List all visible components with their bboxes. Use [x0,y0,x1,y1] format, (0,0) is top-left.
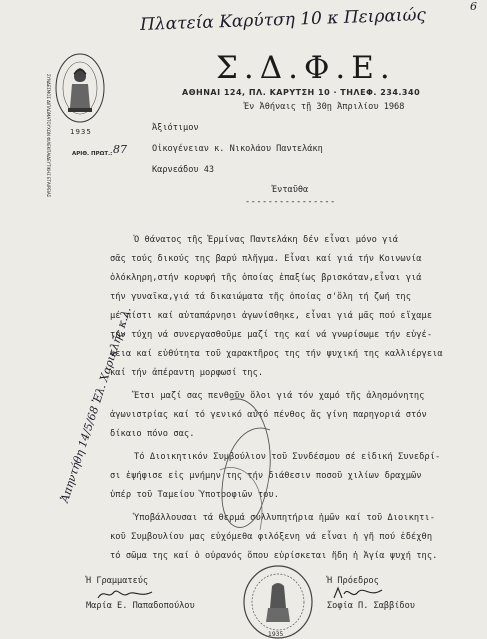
body-line: ὑπέρ τοῦ Ταμείου Ὑποτροφιῶν του. [110,490,279,500]
secretary-signature [96,586,156,602]
body-line: δίκαιο πόνο σας. [110,429,195,439]
organization-title: Σ.Δ.Φ.Ε. [216,50,396,86]
secretary-name: Μαρία Ε. Παπαδοπούλου [86,601,195,611]
stamp-seal-icon [238,560,318,639]
recipient-street: Καρνεάδου 43 [152,165,215,175]
secretary-role: Ἡ Γραμματεύς [86,576,149,586]
body-line: Ὑποβάλλουσαι τά θερμά συλλυπητήρια ἡμῶν καί τοῦ Διοικητι- [134,513,435,523]
pencil-scribble [200,390,290,540]
stamp-year: 1935 [268,631,284,638]
body-line: κοῦ Συμβουλίου μας εὐχόμεθα φιλόξενη νά εἶναι ἡ γῆ πού ἐδέχθη [110,532,433,542]
handwritten-address: Πλατεία Καρύτση 10 κ Πειραιώς [139,5,427,35]
recipient-salutation: Ἀξιότιμον [152,123,199,133]
body-line: σᾶς τούς δικούς της βαρύ πλῆγμα. Εἶναι καί γιά τήν Κοινωνία [110,254,422,264]
handwritten-corner-number: 6 [470,0,477,13]
official-stamp [238,560,318,639]
president-name: Σοφία Π. Σαββίδου [327,601,415,611]
body-line: Τό Διοικητικόν Συμβούλιον τοῦ Συνδέσμου σέ εἰδική Συνεδρί- [134,452,441,462]
organization-address: ΑΘΗΝΑΙ 124, ΠΛ. ΚΑΡΥΤΣΗ 10 · ΤΗΛΕΦ. 234.340 [182,88,421,97]
body-line: ἀγωνιστρίας καί τό γενικό αὐτό πένθος ἄς γίνη παρηγοριά στόν [110,410,427,420]
body-line: ὁλόκληρη,στήν κορυφή τῆς ὁποίας ἐπαξίως βρισκόταν,εἶναι γιά [110,273,422,283]
body-line: καί τήν ἀπέραντη μορφωσί της. [110,368,264,378]
seal-text: ΣΥΝΔΕΣΜΟΣ ΔΙΠΛΩΜΑΤΟΥΧΩΝ ΦΙΛΕΚΠΑΙΔΕΥΤΙΚΗΣ ΕΤΑΙΡΕΙΑΣ [46,74,51,198]
protocol-label: ΑΡΙΘ. ΠΡΩΤ.: [72,151,113,157]
seal-year: 1935 [70,128,92,136]
seal-figure-icon [52,50,108,140]
body-line: τό σῶμα της καί ὁ οὐρανός ὅπου εὑρίσκεται ἤδη ἡ Ἁγία ψυχή της. [110,551,438,561]
body-line: μέ πίστι καί αὐταπάρνησι ἀγωνίσθηκε, εἶναι γιά μᾶς πού εἴχαμε [110,311,433,321]
president-role: Ἡ Πρόεδρος [327,576,379,586]
body-line: Ὁ θάνατος τῆς Ἑρμίνας Παντελάκη δέν εἶναι μόνο γιά [134,235,399,245]
recipient-city-underline: ---------------- [245,197,336,207]
protocol-number: 87 [113,143,127,156]
body-line: Ἔτσι μαζί σας πενθοῦν ὅλοι γιά τόν χαμό τῆς ἀλησμόνητης [134,391,425,401]
recipient-name: Οἰκογένειαν κ. Νικολάου Παντελάκη [152,144,323,154]
letter-date: Ἐν Ἀθήναις τῇ 30ῃ Ἀπριλίου 1968 [244,102,405,112]
body-line: νεια καί εὐθύτητα τοῦ χαρακτῆρος της τήν ψυχική της καλλιέργεια [110,349,443,359]
body-line: τήν τύχη νά συνεργασθοῦμε μαζί της καί νά γνωρίσωμε τήν εὐγέ- [110,330,433,340]
body-line: σι ἐψήφισε εἰς μνήμην της τήν διάθεσιν ποσοῦ χιλίων δραχμῶν [110,471,422,481]
president-signature [330,584,390,602]
body-line: τήν γυναῖκα,γιά τά δικαιώματα τῆς ὁποίας σ'ὅλη τή ζωή της [110,292,411,302]
recipient-city: Ἐνταῦθα [272,185,309,195]
margin-note: Ἀπηντήθη 14/5/68 Ἐλ. Χαρικλῆς κ.λ. [58,305,134,505]
